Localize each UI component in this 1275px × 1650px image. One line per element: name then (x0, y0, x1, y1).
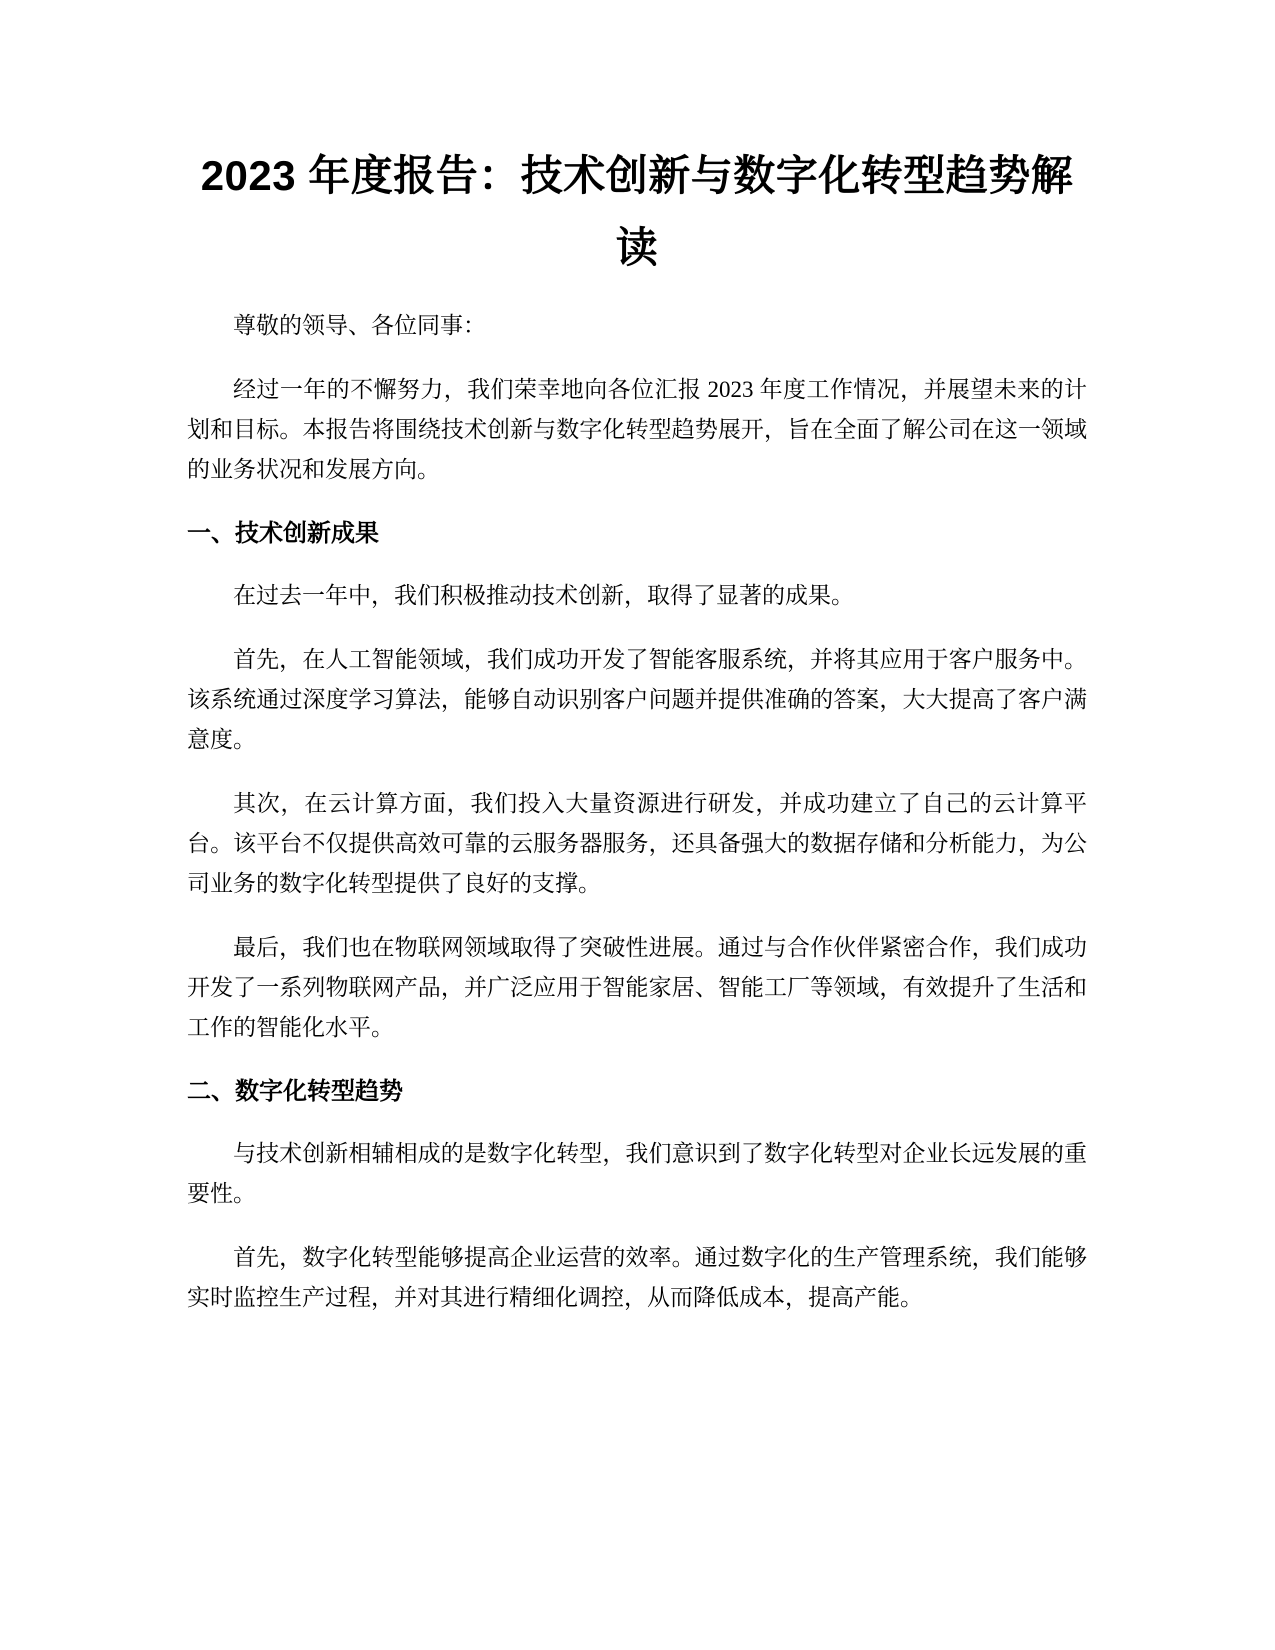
salutation: 尊敬的领导、各位同事： (233, 313, 486, 338)
document-title: 2023 年度报告：技术创新与数字化转型趋势解读 (200, 152, 1074, 271)
paragraph: 首先，数字化转型能够提高企业运营的效率。通过数字化的生产管理系统，我们能够实时监控生产过程，并对其进行精细化调控，从而降低成本，提高产能。 (187, 1245, 1087, 1310)
section-heading-innovation: 一、技术创新成果 (187, 520, 379, 547)
intro-paragraph: 经过一年的不懈努力，我们荣幸地向各位汇报 2023 年度工作情况，并展望未来的计划和目标。本报告将围绕技术创新与数字化转型趋势展开，旨在全面了解公司在这一领域的业务状况和发展方向。 (187, 377, 1087, 482)
paragraph: 最后，我们也在物联网领域取得了突破性进展。通过与合作伙伴紧密合作，我们成功开发了一系列物联网产品，并广泛应用于智能家居、智能工厂等领域，有效提升了生活和工作的智能化水平。 (187, 935, 1087, 1040)
section-heading-digital-transformation: 二、数字化转型趋势 (187, 1078, 403, 1105)
paragraph: 与技术创新相辅相成的是数字化转型，我们意识到了数字化转型对企业长远发展的重要性。 (187, 1141, 1087, 1206)
paragraph: 首先，在人工智能领域，我们成功开发了智能客服系统，并将其应用于客户服务中。该系统通过深度学习算法，能够自动识别客户问题并提供准确的答案，大大提高了客户满意度。 (187, 647, 1087, 752)
paragraph: 在过去一年中，我们积极推动技术创新，取得了显著的成果。 (233, 583, 854, 608)
paragraph: 其次，在云计算方面，我们投入大量资源进行研发，并成功建立了自己的云计算平台。该平台不仅提供高效可靠的云服务器服务，还具备强大的数据存储和分析能力，为公司业务的数字化转型提供了良好的支撑。 (187, 791, 1087, 896)
document-body (187, 140, 1087, 1342)
